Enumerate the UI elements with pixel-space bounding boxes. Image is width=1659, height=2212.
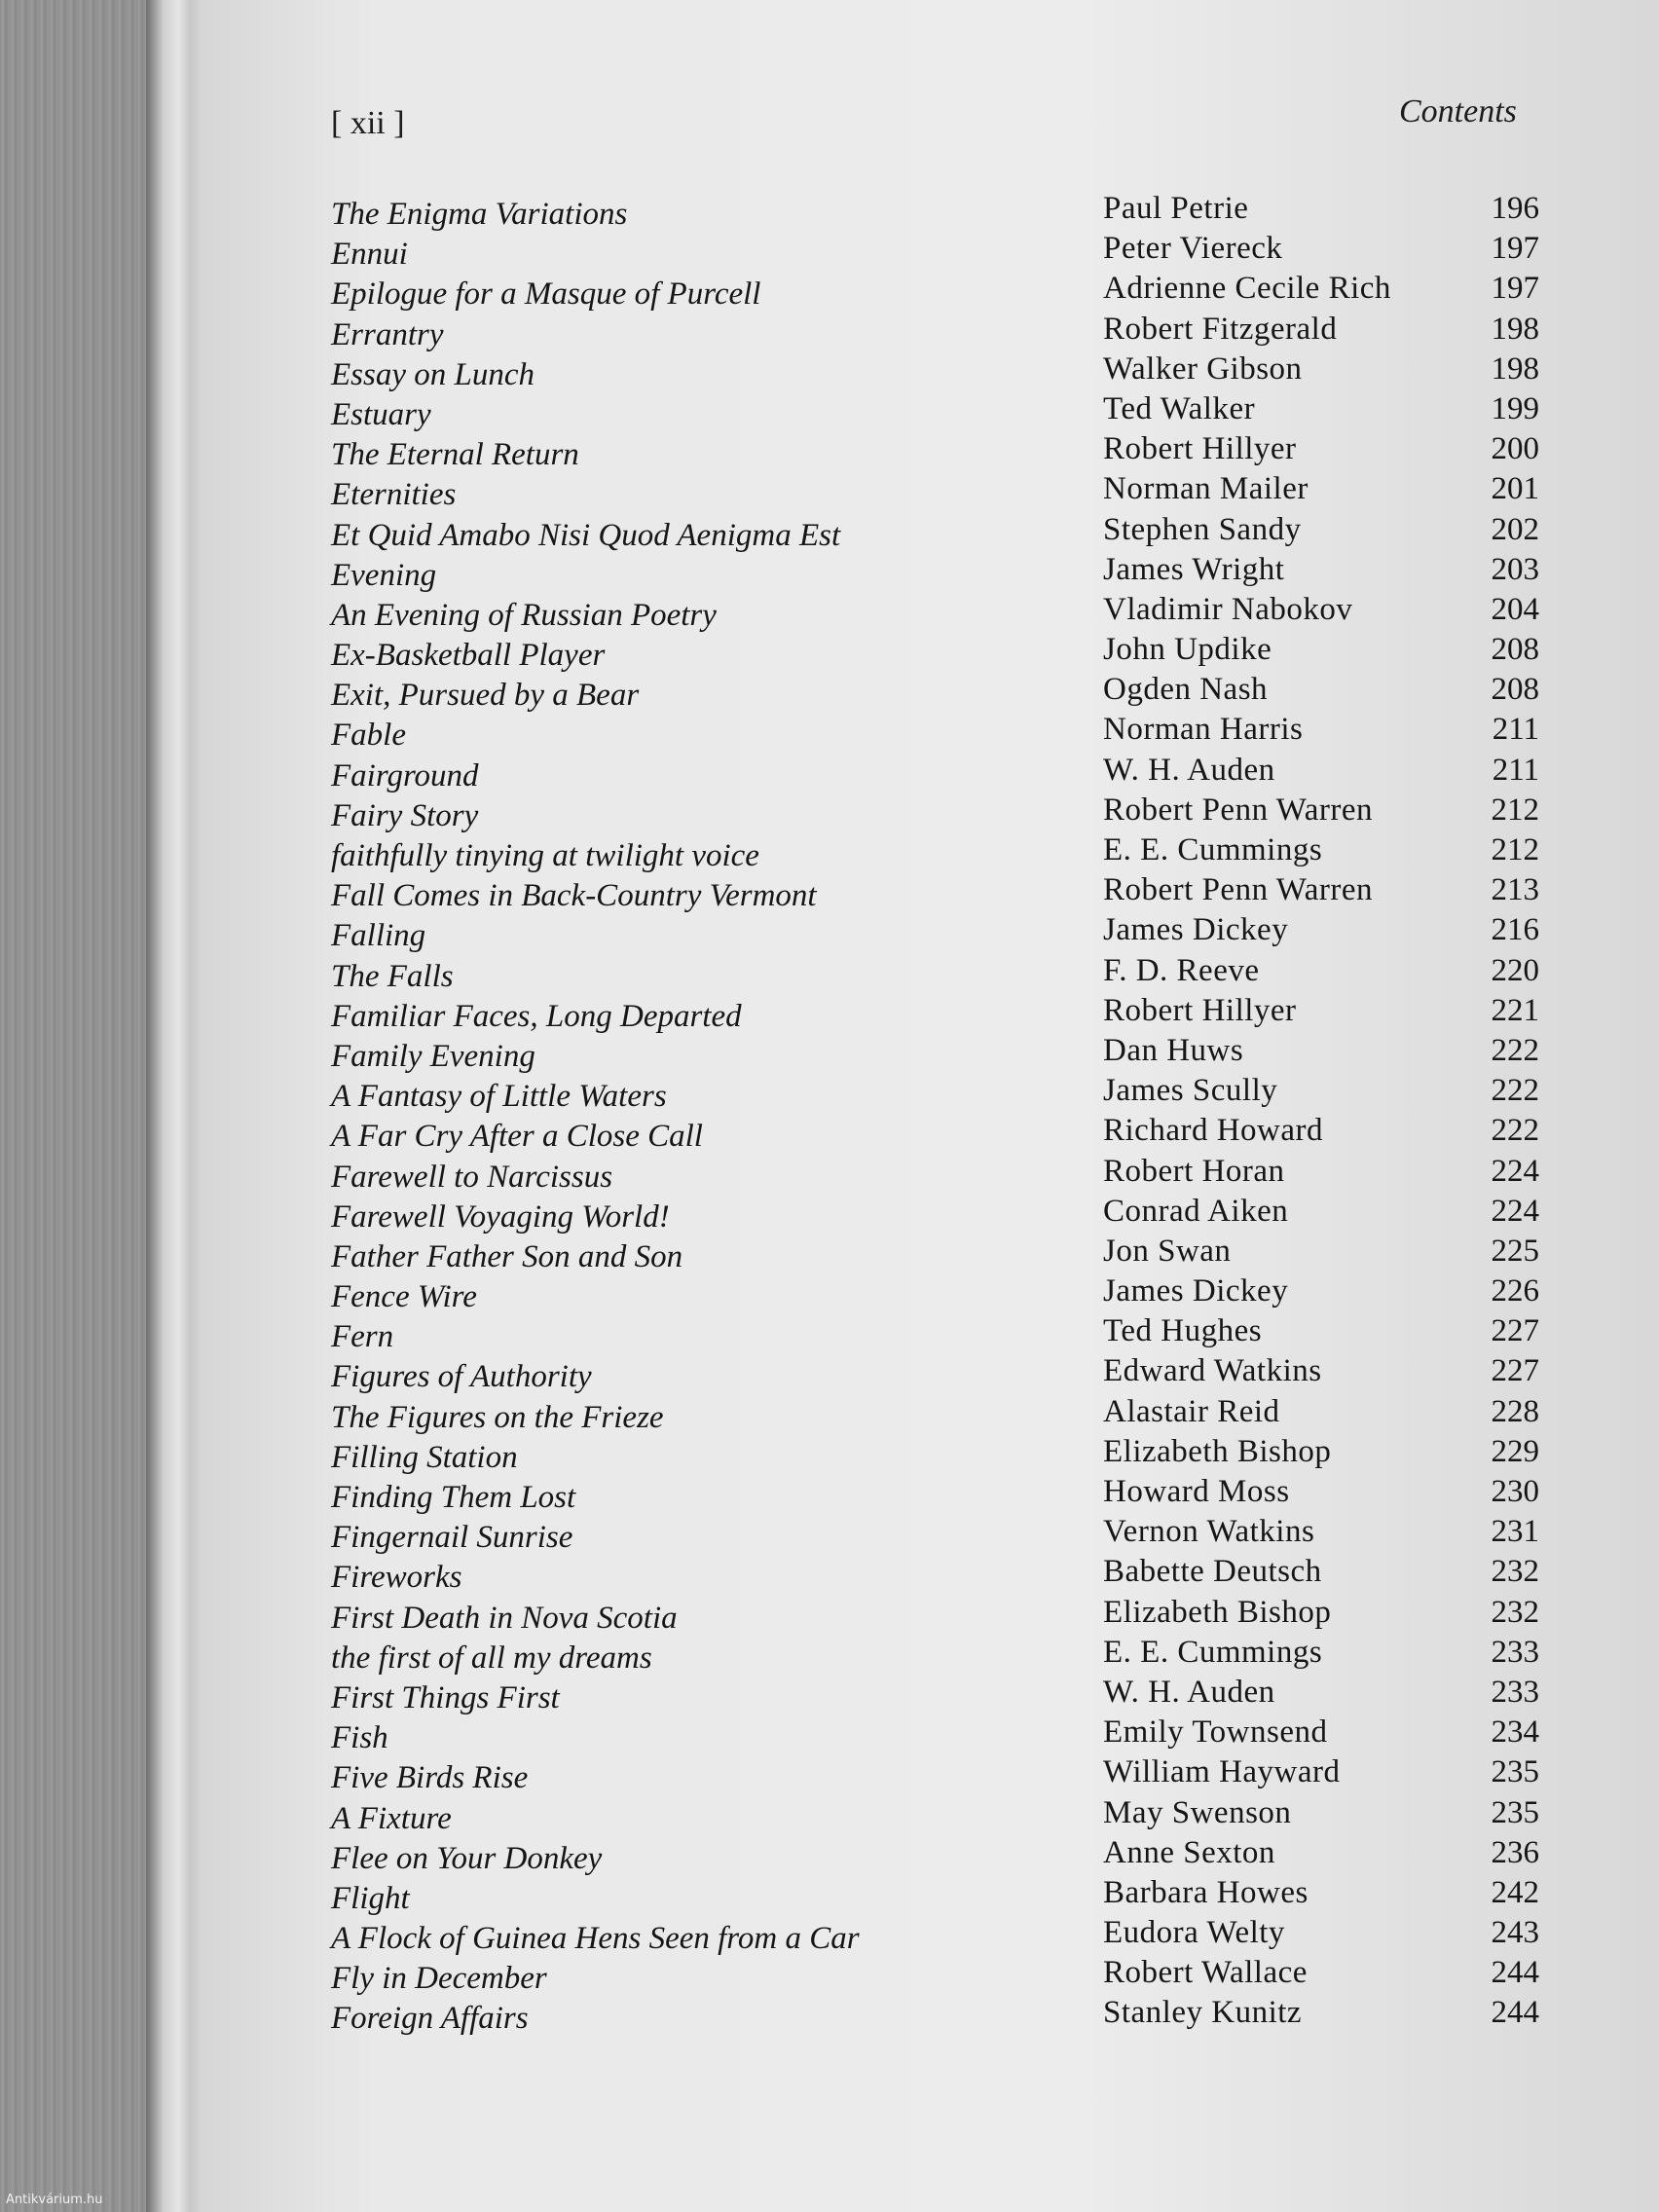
- entry-page-number: 221: [1491, 992, 1539, 1028]
- entry-title: Fish: [331, 1720, 388, 1756]
- entry-page-number: 198: [1491, 350, 1539, 387]
- entry-author: James Dickey: [1103, 1273, 1289, 1309]
- entry-author: Alastair Reid: [1103, 1393, 1280, 1429]
- entry-page-number: 224: [1491, 1153, 1539, 1189]
- entry-page-number: 203: [1491, 551, 1539, 587]
- entry-page-number: 216: [1491, 912, 1539, 948]
- entry-author: Ted Walker: [1103, 390, 1256, 426]
- contents-entry: [316, 1233, 1563, 1279]
- section-title: Contents: [1399, 93, 1517, 129]
- entry-author: Robert Hillyer: [1103, 431, 1297, 467]
- entry-author: Ted Hughes: [1103, 1313, 1263, 1349]
- contents-entry: [316, 952, 1563, 999]
- entry-page-number: 232: [1491, 1594, 1539, 1630]
- entry-author: Conrad Aiken: [1103, 1193, 1289, 1229]
- watermark: Antikvárium.hu: [6, 2193, 103, 2207]
- page-number: [ xii ]: [331, 105, 405, 141]
- entry-page-number: 198: [1491, 311, 1539, 347]
- entry-page-number: 196: [1491, 191, 1539, 226]
- entry-title: Falling: [331, 918, 426, 954]
- entry-author: Stephen Sandy: [1103, 511, 1302, 547]
- entry-author: Vernon Watkins: [1103, 1514, 1315, 1550]
- entry-title: Et Quid Amabo Nisi Quod Aenigma Est: [331, 517, 841, 553]
- entry-author: Paul Petrie: [1103, 191, 1249, 226]
- entry-author: Robert Horan: [1103, 1153, 1285, 1189]
- entry-author: Robert Fitzgerald: [1103, 311, 1338, 347]
- entry-page-number: 222: [1491, 1032, 1539, 1068]
- entry-author: Eudora Welty: [1103, 1915, 1285, 1951]
- contents-entry: [316, 1834, 1563, 1881]
- entry-title: Fall Comes in Back-Country Vermont: [331, 878, 817, 914]
- entry-title: Finding Them Lost: [331, 1480, 576, 1515]
- entry-title: Fable: [331, 718, 406, 754]
- entry-title: Ennui: [331, 237, 408, 273]
- contents-entry: [316, 1273, 1563, 1319]
- entry-title: The Figures on the Frieze: [331, 1399, 664, 1435]
- contents-entry: [316, 632, 1563, 678]
- entry-title: Fence Wire: [331, 1279, 477, 1315]
- entry-page-number: 222: [1491, 1073, 1539, 1109]
- entry-page-number: 204: [1491, 591, 1539, 627]
- contents-entry: [316, 1193, 1563, 1239]
- entry-author: E. E. Cummings: [1103, 832, 1323, 867]
- entry-title: Foreign Affairs: [331, 2001, 529, 2037]
- entry-page-number: 235: [1491, 1754, 1539, 1790]
- entry-title: Essay on Lunch: [331, 356, 535, 392]
- entry-author: James Dickey: [1103, 912, 1289, 948]
- entry-title: Eternities: [331, 477, 457, 513]
- entry-title: A Fantasy of Little Waters: [331, 1079, 667, 1115]
- contents-entry: [316, 752, 1563, 798]
- entry-page-number: 224: [1491, 1193, 1539, 1229]
- entry-title: Estuary: [331, 396, 431, 432]
- entry-title: Filling Station: [331, 1439, 518, 1475]
- contents-entry: [316, 271, 1563, 316]
- entry-title: A Far Cry After a Close Call: [331, 1119, 703, 1155]
- entry-page-number: 235: [1491, 1794, 1539, 1830]
- contents-entry: [316, 1474, 1563, 1520]
- entry-page-number: 212: [1491, 832, 1539, 867]
- entry-page-number: 211: [1492, 712, 1539, 748]
- entry-author: Peter Viereck: [1103, 231, 1283, 267]
- entry-title: A Fixture: [331, 1800, 452, 1836]
- entry-title: Ex-Basketball Player: [331, 638, 606, 674]
- entry-author: Norman Mailer: [1103, 471, 1309, 507]
- entry-title: Fern: [331, 1319, 394, 1355]
- contents-entry: [316, 511, 1563, 558]
- entry-page-number: 222: [1491, 1113, 1539, 1149]
- entry-author: Robert Penn Warren: [1103, 792, 1373, 828]
- entry-page-number: 220: [1491, 952, 1539, 988]
- entry-page-number: 228: [1491, 1393, 1539, 1429]
- entry-page-number: 227: [1491, 1353, 1539, 1389]
- entry-author: May Swenson: [1103, 1794, 1292, 1830]
- entry-author: Adrienne Cecile Rich: [1103, 271, 1391, 307]
- contents-entry: [316, 1714, 1563, 1760]
- entry-title: Fingernail Sunrise: [331, 1520, 573, 1556]
- entry-author: Babette Deutsch: [1103, 1554, 1322, 1590]
- entry-page-number: 230: [1491, 1474, 1539, 1509]
- entry-page-number: 229: [1491, 1433, 1539, 1469]
- entry-title: Fairy Story: [331, 797, 479, 833]
- contents-entry: [316, 872, 1563, 918]
- entry-page-number: 232: [1491, 1554, 1539, 1590]
- entry-author: Elizabeth Bishop: [1103, 1433, 1332, 1469]
- contents-entry: [316, 1153, 1563, 1199]
- contents-entry: [316, 390, 1563, 437]
- entry-author: Robert Wallace: [1103, 1955, 1308, 1991]
- contents-entry: [316, 431, 1563, 477]
- contents-entry: [316, 191, 1563, 237]
- contents-entry: [316, 1594, 1563, 1641]
- contents-entry: [316, 912, 1563, 958]
- entry-author: Stanley Kunitz: [1103, 1995, 1303, 2031]
- contents-entry: [316, 551, 1563, 598]
- entry-author: W. H. Auden: [1103, 752, 1275, 788]
- entry-title: Farewell Voyaging World!: [331, 1198, 670, 1235]
- contents-entry: [316, 350, 1563, 397]
- entry-page-number: 234: [1491, 1714, 1539, 1751]
- entry-author: Anne Sexton: [1103, 1834, 1275, 1870]
- entry-title: Father Father Son and Son: [331, 1238, 683, 1274]
- contents-entry: [316, 672, 1563, 718]
- entry-author: Edward Watkins: [1103, 1353, 1322, 1389]
- entry-author: Elizabeth Bishop: [1103, 1594, 1332, 1630]
- entry-page-number: 197: [1491, 231, 1539, 267]
- entry-title: Flee on Your Donkey: [331, 1840, 603, 1876]
- entry-title: The Enigma Variations: [331, 197, 628, 232]
- entry-author: Richard Howard: [1103, 1113, 1324, 1149]
- entry-title: The Eternal Return: [331, 437, 579, 473]
- contents-entry: [316, 1073, 1563, 1119]
- entry-author: Howard Moss: [1103, 1474, 1290, 1509]
- entry-page-number: 212: [1491, 792, 1539, 828]
- entry-page-number: 231: [1491, 1514, 1539, 1550]
- entry-page-number: 213: [1491, 872, 1539, 908]
- entry-page-number: 233: [1491, 1634, 1539, 1670]
- entry-page-number: 242: [1491, 1874, 1539, 1910]
- contents-entry: [316, 1433, 1563, 1480]
- contents-entry: [316, 1754, 1563, 1800]
- entry-title: the first of all my dreams: [331, 1640, 652, 1676]
- entry-author: Norman Harris: [1103, 712, 1304, 748]
- contents-entry: [316, 1393, 1563, 1440]
- entry-author: William Hayward: [1103, 1754, 1341, 1790]
- entry-author: Jon Swan: [1103, 1233, 1232, 1269]
- entry-author: Robert Hillyer: [1103, 992, 1297, 1028]
- contents-entry: [316, 1634, 1563, 1680]
- entry-title: An Evening of Russian Poetry: [331, 597, 717, 633]
- entry-author: James Wright: [1103, 551, 1285, 587]
- entry-title: Fly in December: [331, 1961, 547, 1997]
- contents-entry: [316, 1874, 1563, 1921]
- entry-title: Familiar Faces, Long Departed: [331, 998, 742, 1034]
- contents-entry: [316, 1113, 1563, 1159]
- entry-page-number: 244: [1491, 1995, 1539, 2031]
- entry-page-number: 208: [1491, 672, 1539, 708]
- entry-author: John Updike: [1103, 632, 1272, 668]
- entry-page-number: 225: [1491, 1233, 1539, 1269]
- entry-title: Errantry: [331, 316, 444, 352]
- entry-title: Exit, Pursued by a Bear: [331, 678, 640, 714]
- entry-author: Emily Townsend: [1103, 1714, 1328, 1751]
- entry-page-number: 244: [1491, 1955, 1539, 1991]
- contents-entry: [316, 591, 1563, 638]
- entry-title: Fireworks: [331, 1560, 462, 1596]
- contents-entry: [316, 1514, 1563, 1560]
- contents-entry: [316, 471, 1563, 517]
- entry-title: faithfully tinying at twilight voice: [331, 838, 759, 873]
- entry-author: W. H. Auden: [1103, 1674, 1275, 1710]
- entry-title: The Falls: [331, 958, 454, 994]
- entry-page-number: 226: [1491, 1273, 1539, 1309]
- contents-entry: [316, 1915, 1563, 1961]
- contents-entry: [316, 1995, 1563, 2041]
- entry-title: Five Birds Rise: [331, 1760, 529, 1796]
- entry-author: Walker Gibson: [1103, 350, 1303, 387]
- background-strip: [0, 0, 166, 2212]
- entry-author: Robert Penn Warren: [1103, 872, 1373, 908]
- entry-page-number: 200: [1491, 431, 1539, 467]
- entry-page-number: 197: [1491, 271, 1539, 307]
- entry-author: Vladimir Nabokov: [1103, 591, 1353, 627]
- entry-page-number: 211: [1492, 752, 1539, 788]
- entry-page-number: 202: [1491, 511, 1539, 547]
- entry-title: Evening: [331, 557, 437, 593]
- entry-page-number: 233: [1491, 1674, 1539, 1710]
- contents-entry: [316, 1674, 1563, 1720]
- entry-title: Family Evening: [331, 1038, 535, 1074]
- contents-list: [316, 191, 1563, 2042]
- contents-entry: [316, 712, 1563, 757]
- entry-author: E. E. Cummings: [1103, 1634, 1323, 1670]
- contents-entry: [316, 1554, 1563, 1600]
- contents-entry: [316, 832, 1563, 878]
- contents-entry: [316, 1313, 1563, 1359]
- entry-title: First Things First: [331, 1679, 560, 1715]
- contents-entry: [316, 792, 1563, 838]
- entry-title: First Death in Nova Scotia: [331, 1600, 678, 1636]
- entry-page-number: 227: [1491, 1313, 1539, 1349]
- entry-title: A Flock of Guinea Hens Seen from a Car: [331, 1921, 860, 1957]
- entry-author: Ogden Nash: [1103, 672, 1269, 708]
- entry-page-number: 236: [1491, 1834, 1539, 1870]
- entry-author: Dan Huws: [1103, 1032, 1244, 1068]
- page-edge: [146, 0, 204, 2212]
- entry-title: Epilogue for a Masque of Purcell: [331, 276, 761, 313]
- contents-entry: [316, 1955, 1563, 2001]
- contents-entry: [316, 1794, 1563, 1841]
- contents-entry: [316, 1032, 1563, 1079]
- entry-page-number: 201: [1491, 471, 1539, 507]
- entry-author: Barbara Howes: [1103, 1874, 1309, 1910]
- entry-page-number: 199: [1491, 390, 1539, 426]
- entry-title: Flight: [331, 1880, 410, 1916]
- entry-page-number: 208: [1491, 632, 1539, 668]
- entry-author: F. D. Reeve: [1103, 952, 1260, 988]
- entry-author: James Scully: [1103, 1073, 1278, 1109]
- contents-entry: [316, 992, 1563, 1039]
- contents-entry: [316, 311, 1563, 357]
- entry-title: Farewell to Narcissus: [331, 1159, 613, 1195]
- entry-title: Fairground: [331, 757, 479, 793]
- contents-entry: [316, 1353, 1563, 1399]
- entry-page-number: 243: [1491, 1915, 1539, 1951]
- entry-title: Figures of Authority: [331, 1359, 592, 1395]
